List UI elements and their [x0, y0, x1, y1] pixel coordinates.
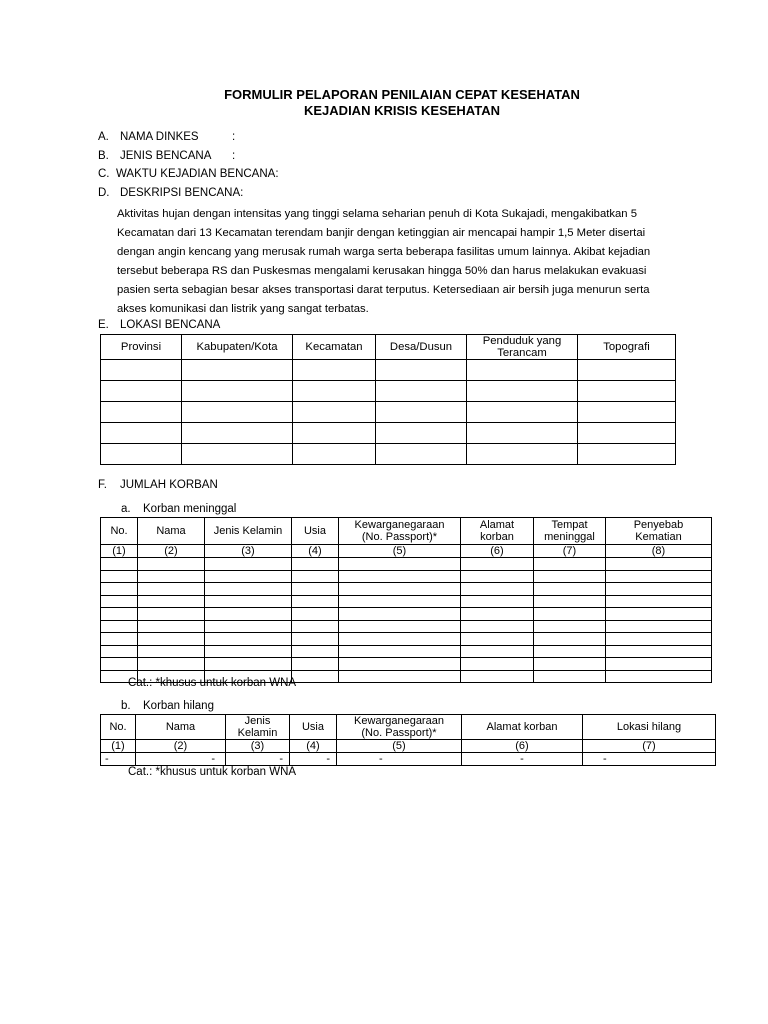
meninggal-col-number: (3): [205, 545, 292, 558]
table-cell[interactable]: [534, 633, 606, 646]
table-cell[interactable]: [461, 583, 534, 596]
field-a-label: NAMA DINKES: [120, 131, 199, 143]
table-cell[interactable]: [461, 570, 534, 583]
table-cell[interactable]: [461, 595, 534, 608]
meninggal-header-nama: Nama: [138, 518, 205, 545]
hilang-header-kewarganegaraan: Kewarganegaraan (No. Passport)*: [337, 715, 462, 740]
table-cell[interactable]: [101, 444, 182, 465]
hilang-col-number: (2): [136, 740, 226, 753]
lokasi-letter: E.: [98, 319, 109, 331]
table-cell[interactable]: [467, 381, 578, 402]
hilang-header-lokasi: Lokasi hilang: [583, 715, 716, 740]
table-cell[interactable]: [292, 633, 339, 646]
field-d-letter: D.: [98, 187, 110, 199]
table-cell[interactable]: [292, 658, 339, 671]
lokasi-table: [100, 334, 676, 465]
lokasi-header-desa: Desa/Dusun: [376, 335, 467, 360]
table-cell[interactable]: [293, 444, 376, 465]
field-a-letter: A.: [98, 131, 109, 143]
table-cell[interactable]: [606, 595, 712, 608]
table-cell[interactable]: [339, 608, 461, 621]
field-b-colon: :: [232, 150, 236, 162]
table-cell[interactable]: -: [290, 753, 337, 766]
table-cell[interactable]: [376, 381, 467, 402]
table-cell[interactable]: [293, 423, 376, 444]
meninggal-col-number: (1): [101, 545, 138, 558]
hilang-col-number: (5): [337, 740, 462, 753]
table-row: [101, 444, 676, 465]
table-cell[interactable]: [292, 608, 339, 621]
table-cell[interactable]: [606, 633, 712, 646]
meninggal-col-number: (5): [339, 545, 461, 558]
table-cell[interactable]: [205, 608, 292, 621]
table-cell[interactable]: [467, 402, 578, 423]
table-cell[interactable]: [376, 423, 467, 444]
table-cell[interactable]: [138, 570, 205, 583]
meninggal-label: Korban meninggal: [143, 503, 237, 515]
table-cell[interactable]: [205, 595, 292, 608]
hilang-col-number: (6): [462, 740, 583, 753]
table-row: [101, 645, 712, 658]
table-cell[interactable]: [205, 620, 292, 633]
table-cell[interactable]: [138, 608, 205, 621]
meninggal-header-alamat: Alamat korban: [461, 518, 534, 545]
page-title-line1: FORMULIR PELAPORAN PENILAIAN CEPAT KESEHATAN: [224, 87, 580, 102]
table-cell[interactable]: -: [462, 753, 583, 766]
table-cell[interactable]: [606, 620, 712, 633]
hilang-letter: b.: [121, 700, 131, 712]
table-cell[interactable]: [101, 633, 138, 646]
lokasi-header-provinsi: Provinsi: [101, 335, 182, 360]
table-cell[interactable]: [138, 558, 205, 571]
table-cell[interactable]: [205, 558, 292, 571]
table-cell[interactable]: [101, 570, 138, 583]
table-row: [101, 595, 712, 608]
table-cell[interactable]: [339, 645, 461, 658]
table-row: [101, 633, 712, 646]
table-cell[interactable]: [292, 620, 339, 633]
table-cell[interactable]: [205, 633, 292, 646]
table-cell[interactable]: [101, 658, 138, 671]
table-cell[interactable]: [461, 608, 534, 621]
table-cell[interactable]: -: [583, 753, 716, 766]
field-b-label: JENIS BENCANA: [120, 150, 212, 162]
hilang-col-number: (7): [583, 740, 716, 753]
meninggal-header-tempat: Tempat meninggal: [534, 518, 606, 545]
meninggal-header-penyebab: Penyebab Kematian: [606, 518, 712, 545]
table-cell[interactable]: [182, 444, 293, 465]
table-cell[interactable]: [534, 658, 606, 671]
table-cell[interactable]: [138, 645, 205, 658]
table-cell[interactable]: [339, 620, 461, 633]
table-cell[interactable]: [138, 658, 205, 671]
table-cell[interactable]: [461, 658, 534, 671]
meninggal-header-no: No.: [101, 518, 138, 545]
table-cell[interactable]: [292, 558, 339, 571]
table-cell[interactable]: [182, 402, 293, 423]
table-row: [101, 423, 676, 444]
lokasi-header-topografi: Topografi: [578, 335, 676, 360]
table-cell[interactable]: [138, 583, 205, 596]
table-cell[interactable]: [578, 423, 676, 444]
table-cell[interactable]: [101, 595, 138, 608]
table-cell[interactable]: [292, 645, 339, 658]
table-cell[interactable]: [205, 658, 292, 671]
meninggal-col-number: (7): [534, 545, 606, 558]
meninggal-note: Cat.: *khusus untuk korban WNA: [128, 677, 297, 689]
table-cell[interactable]: [461, 645, 534, 658]
table-cell[interactable]: [205, 570, 292, 583]
table-cell[interactable]: [101, 620, 138, 633]
table-cell[interactable]: [376, 402, 467, 423]
hilang-header-alamat: Alamat korban: [462, 715, 583, 740]
lokasi-header-kabupaten: Kabupaten/Kota: [182, 335, 293, 360]
table-cell[interactable]: [339, 658, 461, 671]
hilang-col-number: (4): [290, 740, 337, 753]
table-cell[interactable]: [376, 360, 467, 381]
table-cell[interactable]: [292, 670, 339, 683]
table-cell[interactable]: [182, 381, 293, 402]
hilang-label: Korban hilang: [143, 700, 214, 712]
table-row: [101, 583, 712, 596]
table-cell[interactable]: [182, 423, 293, 444]
table-cell[interactable]: [293, 381, 376, 402]
hilang-header-nama: Nama: [136, 715, 226, 740]
jumlah-korban-label: JUMLAH KORBAN: [120, 479, 218, 491]
table-cell[interactable]: [606, 583, 712, 596]
table-cell[interactable]: [339, 595, 461, 608]
table-cell[interactable]: -: [226, 753, 290, 766]
table-cell[interactable]: [339, 670, 461, 683]
table-cell[interactable]: -: [101, 753, 136, 766]
table-cell[interactable]: [534, 570, 606, 583]
table-cell[interactable]: [101, 402, 182, 423]
table-cell[interactable]: [205, 645, 292, 658]
table-row: [101, 608, 712, 621]
table-cell[interactable]: [606, 670, 712, 683]
table-cell[interactable]: [293, 402, 376, 423]
table-cell[interactable]: [467, 444, 578, 465]
table-cell[interactable]: [339, 570, 461, 583]
table-cell[interactable]: [182, 360, 293, 381]
table-cell[interactable]: [534, 670, 606, 683]
table-cell[interactable]: [292, 583, 339, 596]
table-row: [101, 381, 676, 402]
table-row: [101, 402, 676, 423]
table-cell[interactable]: [293, 360, 376, 381]
lokasi-header-penduduk: Penduduk yang Terancam: [467, 335, 578, 360]
table-cell[interactable]: [534, 620, 606, 633]
table-cell[interactable]: [578, 381, 676, 402]
table-cell[interactable]: [376, 444, 467, 465]
table-row: [101, 753, 716, 766]
table-cell[interactable]: [101, 423, 182, 444]
table-cell[interactable]: [606, 558, 712, 571]
table-cell[interactable]: [138, 595, 205, 608]
table-cell[interactable]: [339, 558, 461, 571]
korban-meninggal-table: [100, 517, 712, 683]
table-cell[interactable]: [467, 360, 578, 381]
table-cell[interactable]: [461, 633, 534, 646]
field-d-label: DESKRIPSI BENCANA:: [120, 187, 244, 199]
table-cell[interactable]: [534, 558, 606, 571]
table-cell[interactable]: [205, 583, 292, 596]
table-cell[interactable]: [138, 633, 205, 646]
table-cell[interactable]: [292, 570, 339, 583]
table-row: [101, 570, 712, 583]
table-cell[interactable]: [101, 381, 182, 402]
meninggal-col-number: (8): [606, 545, 712, 558]
table-cell[interactable]: [101, 360, 182, 381]
meninggal-header-jenis-kelamin: Jenis Kelamin: [205, 518, 292, 545]
table-row: [101, 360, 676, 381]
field-b-letter: B.: [98, 150, 109, 162]
table-row: [101, 658, 712, 671]
table-cell[interactable]: [578, 360, 676, 381]
table-cell[interactable]: [101, 583, 138, 596]
meninggal-header-usia: Usia: [292, 518, 339, 545]
table-cell[interactable]: -: [337, 753, 462, 766]
table-cell[interactable]: [534, 608, 606, 621]
table-cell[interactable]: [101, 645, 138, 658]
lokasi-label: LOKASI BENCANA: [120, 319, 221, 331]
table-cell[interactable]: [101, 608, 138, 621]
table-cell[interactable]: [606, 645, 712, 658]
table-cell[interactable]: [578, 402, 676, 423]
table-cell[interactable]: [467, 423, 578, 444]
korban-hilang-table: [100, 714, 716, 766]
hilang-col-number: (3): [226, 740, 290, 753]
table-cell[interactable]: [292, 595, 339, 608]
table-cell[interactable]: [339, 583, 461, 596]
table-row: [101, 558, 712, 571]
field-c-label: WAKTU KEJADIAN BENCANA:: [116, 168, 279, 180]
table-cell[interactable]: [461, 670, 534, 683]
table-cell[interactable]: [606, 658, 712, 671]
table-cell[interactable]: [461, 558, 534, 571]
table-cell[interactable]: [606, 608, 712, 621]
table-cell[interactable]: [101, 558, 138, 571]
field-c-letter: C.: [98, 168, 110, 180]
meninggal-header-kewarganegaraan: Kewarganegaraan (No. Passport)*: [339, 518, 461, 545]
hilang-note: Cat.: *khusus untuk korban WNA: [128, 766, 297, 778]
table-cell[interactable]: -: [136, 753, 226, 766]
table-cell[interactable]: [339, 633, 461, 646]
field-a-colon: :: [232, 131, 236, 143]
hilang-col-number: (1): [101, 740, 136, 753]
table-cell[interactable]: [578, 444, 676, 465]
meninggal-letter: a.: [121, 503, 131, 515]
table-cell[interactable]: [461, 620, 534, 633]
disaster-description: Aktivitas hujan dengan intensitas yang tinggi selama seharian penuh di Kota Sukajadi, mengakibatkan 5 Kecamatan dari 13 Kecamatan terendam banjir dengan ketinggian air mencapai hampir 1,5 Meter disertai dengan angin kencang yang merusak rumah warga serta beberapa fasilitas umum lainnya. Akibat kejadian tersebut beberapa RS dan Puskesmas mengalami kerusakan hingga 50% dan harus melakukan evakuasi pasien serta sebagian besar akses transportasi darat terputus. Ketersediaan air bersih juga menurun serta akses komunikasi dan listrik yang sangat terbatas.: [117, 208, 651, 315]
table-cell[interactable]: [534, 583, 606, 596]
lokasi-header-kecamatan: Kecamatan: [293, 335, 376, 360]
hilang-header-no: No.: [101, 715, 136, 740]
table-cell[interactable]: [606, 570, 712, 583]
table-cell[interactable]: [534, 645, 606, 658]
table-cell[interactable]: [534, 595, 606, 608]
hilang-header-jenis-kelamin: Jenis Kelamin: [226, 715, 290, 740]
hilang-header-usia: Usia: [290, 715, 337, 740]
table-cell[interactable]: [138, 620, 205, 633]
meninggal-col-number: (6): [461, 545, 534, 558]
jumlah-korban-letter: F.: [98, 479, 107, 491]
page-title-line2: KEJADIAN KRISIS KESEHATAN: [304, 103, 500, 118]
meninggal-col-number: (2): [138, 545, 205, 558]
table-row: [101, 620, 712, 633]
meninggal-col-number: (4): [292, 545, 339, 558]
